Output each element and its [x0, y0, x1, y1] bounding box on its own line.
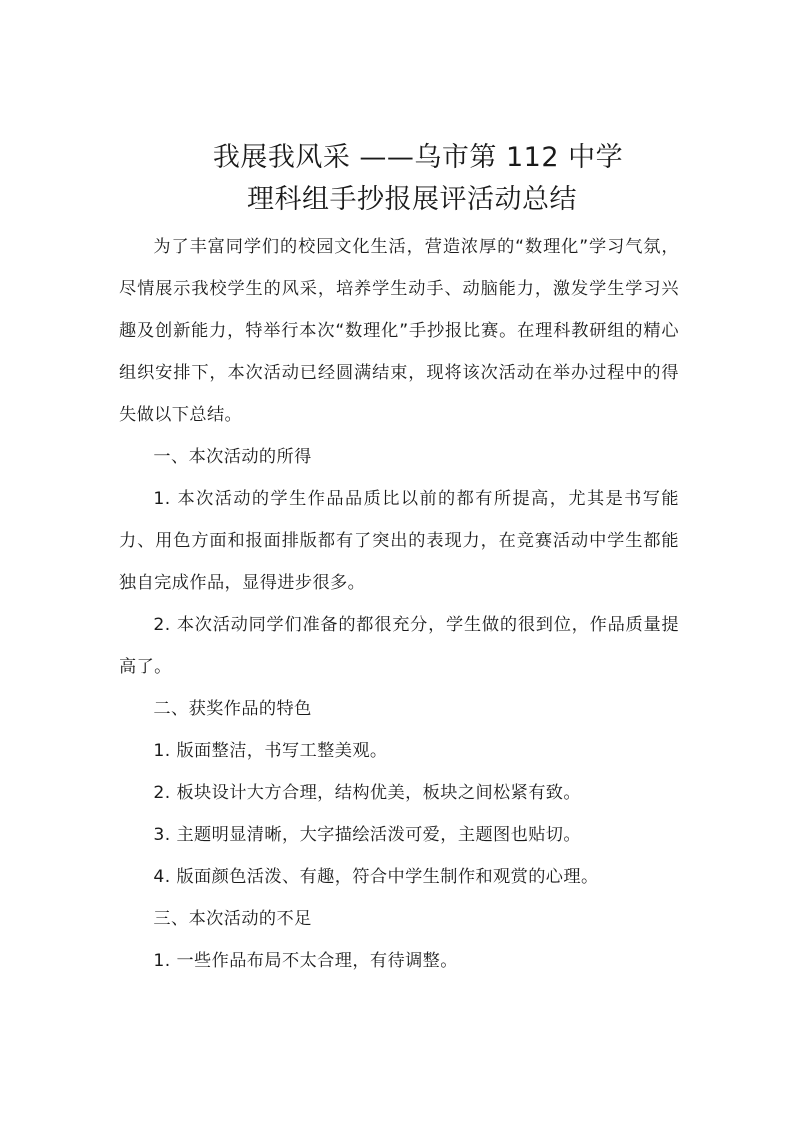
document-body	[119, 226, 679, 982]
document-title: 我展我风采 ——乌市第 112 中学	[212, 142, 624, 173]
gains-item-2: 2. 本次活动同学们准备的都很充分，学生做的很到位，作品质量提高了。	[119, 615, 679, 677]
features-item-3: 3. 主题明显清晰，大字描绘活泼可爱，主题图也贴切。	[153, 825, 581, 845]
section-heading-shortcomings: 三、本次活动的不足	[153, 909, 312, 929]
section-heading-gains: 一、本次活动的所得	[153, 447, 312, 467]
section-heading-features: 二、获奖作品的特色	[153, 699, 312, 719]
shortcomings-item-1: 1. 一些作品布局不太合理，有待调整。	[153, 951, 458, 971]
features-item-2: 2. 板块设计大方合理，结构优美，板块之间松紧有致。	[153, 783, 581, 803]
features-item-1: 1. 版面整洁，书写工整美观。	[153, 741, 388, 761]
intro-paragraph: 为了丰富同学们的校园文化生活，营造浓厚的“数理化”学习气氛，尽情展示我校学生的风采，培养学生动手、动脑能力，激发学生学习兴趣及创新能力，特举行本次“数理化”手抄报比赛。在理科教研组的精心组织安排下，本次活动已经圆满结束，现将该次活动在举办过程中的得失做以下总结。	[119, 237, 679, 425]
document-subtitle: 理科组手抄报展评活动总结	[247, 184, 577, 215]
features-item-4: 4. 版面颜色活泼、有趣，符合中学生制作和观赏的心理。	[153, 867, 599, 887]
gains-item-1: 1. 本次活动的学生作品品质比以前的都有所提高，尤其是书写能力、用色方面和报面排版都有了突出的表现力，在竞赛活动中学生都能独自完成作品，显得进步很多。	[119, 489, 679, 593]
